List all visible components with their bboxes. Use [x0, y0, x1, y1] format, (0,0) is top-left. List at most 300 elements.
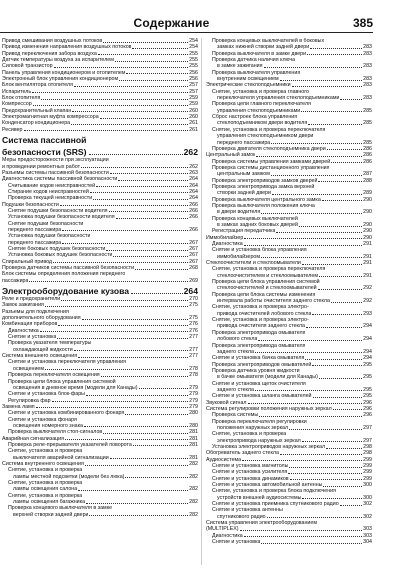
toc-entry-page: 292 — [363, 285, 372, 292]
toc-entry-title: Привод изменения направления воздушных потоков — [2, 44, 132, 51]
dot-leader — [322, 197, 362, 202]
toc-entry-title: Проверка концевых выключателей в боковых — [212, 38, 325, 44]
dot-leader — [85, 461, 188, 466]
dot-leader — [244, 241, 362, 246]
toc-right-column — [206, 38, 372, 546]
header-rule — [0, 32, 373, 33]
toc-entry-title: Снятие и установка щеток очистителя — [212, 380, 306, 387]
toc-entry-page: 256 — [189, 69, 198, 76]
toc-entry-page: 264 — [189, 195, 198, 202]
toc-entry-title: лампы местной подсветки (модели без люка) — [13, 473, 125, 480]
dot-leader — [78, 353, 188, 358]
toc-entry-page: 290 — [363, 209, 372, 216]
toc-entry-title: Регистрация передатчика — [212, 228, 276, 235]
toc-entry-title: Снятие, установка и проверка — [8, 480, 83, 486]
toc-entry-title: Проверка цепи блока системы изменения — [212, 291, 316, 298]
toc-entry-page: 257 — [189, 82, 198, 89]
toc-entry-page: 283 — [363, 82, 372, 89]
toc-entry-page: 300 — [363, 482, 372, 489]
toc-entry-page: 296 — [363, 399, 372, 406]
toc-entry-title: Проверка реле-прерывателя указателей поворота — [8, 441, 132, 448]
toc-entry-title: замках нижней створки задней двери — [217, 44, 310, 51]
dot-leader — [255, 387, 362, 392]
dot-leader — [244, 235, 362, 240]
toc-entry-title: Снятие, установка и проверка — [212, 431, 287, 438]
toc-entry-title: Снятие и установка антенны — [212, 507, 283, 514]
dot-leader — [139, 385, 189, 390]
toc-entry-page: 287 — [363, 171, 372, 178]
toc-entry-title: Аварийная сигнализация — [2, 435, 65, 442]
toc-entry — [2, 512, 198, 518]
toc-entry-title: Разъемы для подключения — [2, 308, 69, 315]
toc-entry-title: Проверка переключателя освещения — [8, 372, 100, 379]
toc-entry-title: Проверка электроприводов омывателей — [212, 361, 312, 368]
toc-entry-title: Проверка цепи блока управления системой — [212, 279, 320, 286]
toc-entry-title: Силовой транзистор — [2, 63, 53, 70]
toc-entry-title: Блок системы определения положения переднего — [2, 271, 126, 278]
toc-entry-title: Снятие и установка магнитолы — [212, 463, 289, 470]
toc-entry-title: освещением — [13, 365, 45, 372]
toc-section-heading — [2, 286, 198, 296]
dot-leader — [308, 120, 362, 125]
toc-entry-title: Электронный блок управления кондиционером — [2, 76, 119, 83]
dot-leader — [261, 539, 362, 544]
toc-entry-title: Проверка текущей неисправности — [8, 195, 93, 202]
toc-entry-title: Снятие подушки безопасности водителя — [8, 207, 108, 214]
dot-leader — [261, 209, 362, 214]
toc-entry-title: Система управления электрооборудованием — [206, 520, 317, 527]
dot-leader — [259, 412, 362, 417]
toc-entry-page: 278 — [189, 372, 198, 379]
toc-entry-title: лампы освещения багажника — [13, 499, 86, 506]
toc-entry-title: привода очистителей лобового стекла — [217, 310, 312, 317]
toc-entry-title: Предохранительный клапан — [2, 107, 72, 114]
toc-entry-title: Звуковой сигнал — [206, 399, 247, 406]
toc-entry-page: 281 — [189, 441, 198, 448]
toc-entry-page: 290 — [363, 228, 372, 235]
dot-leader — [82, 315, 189, 320]
dot-leader — [100, 114, 189, 119]
toc-entry-title: освещения в дневное время (модели для Канады) — [13, 384, 138, 391]
toc-entry-page: 295 — [363, 386, 372, 393]
toc-entry-title: заднего стекла — [217, 348, 254, 355]
toc-entry-page: 282 — [189, 511, 198, 518]
dot-leader — [103, 429, 188, 434]
dot-leader — [62, 227, 188, 232]
toc-entry-page: 266 — [189, 226, 198, 233]
toc-entry-title: управления стеклоподъемниками — [217, 107, 301, 114]
toc-entry-page: 257 — [189, 88, 198, 95]
toc-entry-title: Снятие и установка блок-фары — [8, 391, 85, 398]
toc-entry-page: 281 — [189, 429, 198, 436]
toc-entry-title: Компрессор — [2, 101, 32, 108]
toc-entry-page: 279 — [189, 384, 198, 391]
toc-entry-title: Комбинация приборов — [2, 321, 58, 328]
toc-entry-title: Проверка двигателя стеклоподъемника двери — [212, 145, 326, 152]
toc-entry-title: Замена ламп — [2, 403, 35, 410]
toc-entry-page: 283 — [363, 76, 372, 83]
toc-entry-title: Снятие и установка приемника спутникового радио — [212, 501, 339, 508]
dot-leader — [302, 438, 362, 443]
toc-entry-page: 279 — [189, 391, 198, 398]
dot-leader — [126, 70, 188, 75]
toc-entry-title: Обогреватель заднего стекла — [206, 450, 279, 457]
dot-leader — [86, 391, 188, 396]
toc-entry-title: Снятие и установка шланга омывателей — [212, 393, 312, 400]
toc-entry-title: Снятие и установка комбинированного фонаря — [8, 410, 125, 417]
toc-entry-title: Диагностика — [212, 532, 243, 539]
toc-entry-page: 262 — [183, 147, 198, 158]
toc-entry-page: 300 — [363, 494, 372, 501]
toc-entry-page: 263 — [189, 169, 198, 176]
dot-leader — [29, 278, 188, 283]
toc-entry-page: 295 — [363, 361, 372, 368]
toc-entry-page: 298 — [363, 450, 372, 457]
dot-leader — [110, 170, 188, 175]
toc-entry-title: Установка электроприводов наружных зеркал — [212, 444, 326, 450]
toc-entry-page: 291 — [363, 260, 372, 267]
toc-entry-title: в замках задних боковых дверей — [217, 221, 298, 228]
dot-leader — [65, 436, 188, 441]
dot-leader — [62, 240, 188, 245]
toc-entry-title: Снятие боковых подушек безопасности — [8, 245, 106, 252]
dot-leader — [292, 82, 363, 87]
toc-entry-page: 291 — [363, 241, 372, 247]
dot-leader — [312, 311, 362, 316]
toc-entry-page: 294 — [363, 323, 372, 330]
toc-entry-page: 294 — [363, 355, 372, 362]
toc-entry-title: Блок вентилятора отопителя — [2, 82, 74, 89]
toc-entry-page: 299 — [363, 463, 372, 470]
toc-entry-title: Проверка переключателя регулировки — [212, 418, 307, 425]
toc-entry-title: Снятие, установка и проверка главного — [212, 88, 309, 95]
toc-entry-page: 260 — [189, 107, 198, 114]
toc-entry-title: электропривода наружных зеркал — [217, 437, 301, 444]
toc-entry-title: Проверка электроприводов замков дверей — [212, 177, 318, 184]
toc-entry-page: 277 — [189, 346, 198, 353]
toc-entry-title: Снятие и установка бачка омывателя — [212, 355, 305, 362]
toc-entry-title: Проверка системы управления замками дверей — [212, 158, 331, 165]
dot-leader — [276, 228, 362, 233]
toc-entry-title: иммобилайзером — [217, 253, 261, 260]
dot-leader — [93, 195, 188, 200]
toc-entry-page: 288 — [363, 177, 372, 184]
toc-entry-title: Сброс настроек блока управления — [212, 114, 298, 121]
toc-entry-page: 266 — [189, 201, 198, 208]
toc-entry-page: 276 — [189, 321, 198, 328]
dot-leader — [101, 372, 188, 377]
toc-entry-page: 280 — [189, 410, 198, 417]
toc-entry-title: Система внутреннего освещения — [2, 460, 84, 467]
dot-leader — [261, 254, 362, 259]
toc-entry-page: 255 — [189, 57, 198, 64]
toc-entry-page: 277 — [189, 334, 198, 341]
page-number: 385 — [352, 16, 373, 30]
dot-leader — [331, 298, 362, 303]
toc-entry-page: 267 — [189, 239, 198, 246]
dot-leader — [52, 398, 189, 403]
toc-entry-page: 296 — [363, 405, 372, 412]
toc-entry-page: 299 — [363, 475, 372, 482]
toc-entry-title: Реле и предохранители — [2, 296, 61, 303]
dot-leader — [306, 323, 362, 328]
toc-entry-page: 298 — [363, 444, 372, 450]
toc-entry-page: 255 — [189, 63, 198, 70]
toc-entry-title: управления стеклоподъемником двери — [217, 133, 314, 140]
toc-entry-title: стеклоочистителей и стеклоомывателей — [217, 285, 317, 292]
dot-leader — [307, 51, 362, 56]
toc-entry-title: Электрооборудование кузова — [2, 286, 130, 297]
toc-entry-title: переключателя управления стеклоподъемниками — [217, 95, 340, 102]
toc-entry-title: внутренним освещением — [217, 76, 279, 83]
toc-entry-page: 295 — [363, 393, 372, 400]
toc-entry-page: 261 — [189, 126, 198, 133]
toc-entry-title: Диагностика — [8, 327, 39, 334]
toc-entry-page: 259 — [189, 95, 198, 102]
toc-section-heading — [2, 135, 198, 145]
dot-leader — [319, 273, 362, 278]
dot-leader — [301, 108, 362, 113]
dot-leader — [81, 164, 188, 169]
toc-entry-page: 279 — [189, 403, 198, 410]
toc-entry-title: Проверка датчиков системы пассивной безопасности — [2, 265, 135, 271]
toc-entry-page: 275 — [189, 302, 198, 309]
toc-entry-title: Проверка цепи главного переключателя — [212, 101, 311, 108]
dot-leader — [331, 159, 362, 164]
page-title: Содержание — [133, 16, 210, 30]
toc-entry-page: 282 — [189, 486, 198, 493]
dot-leader — [323, 482, 362, 487]
toc-entry-title: Проверка электропривода замка верхней — [212, 183, 315, 190]
toc-entry-title: Снятие и установка автомобильной антенны — [212, 482, 323, 489]
toc-entry-page: 259 — [189, 101, 198, 108]
dot-leader — [333, 406, 362, 411]
dot-leader — [290, 476, 363, 481]
toc-entry-title: Проверка цепи блока управления системой — [8, 378, 116, 385]
dot-leader — [36, 404, 189, 409]
toc-entry-title: переднего пассажира — [8, 226, 62, 233]
toc-entry-page: 299 — [363, 469, 372, 476]
toc-entry-title: Конденсатор кондиционера — [2, 120, 71, 127]
dot-leader — [58, 321, 188, 326]
toc-entry-title: спутникового радио — [217, 513, 266, 520]
toc-entry-title: Система внешнего освещения — [2, 353, 78, 360]
toc-entry-page: 290 — [363, 196, 372, 203]
toc-entry — [206, 539, 372, 545]
dot-leader — [119, 76, 188, 81]
toc-entry-page: 264 — [183, 286, 198, 297]
toc-entry — [2, 127, 198, 133]
toc-entry-page: 285 — [363, 139, 372, 146]
toc-entry-page: 297 — [363, 437, 372, 444]
toc-entry-title: верхней створки задней двери — [13, 511, 89, 518]
dot-leader — [242, 457, 362, 462]
toc-entry-title: охлаждающей жидкости — [13, 346, 73, 353]
dot-leader — [318, 285, 363, 290]
toc-entry-page: 303 — [363, 526, 372, 533]
dot-leader — [131, 286, 183, 294]
toc-entry-title: Диагностика — [212, 241, 243, 247]
toc-entry-title: створки задней двери — [217, 190, 271, 197]
toc-entry-title: заднего стекла — [217, 386, 254, 393]
toc-entry-title: в двери водителя — [217, 209, 261, 216]
toc-entry-title: Датчик температуры воздуха за испарителем — [2, 57, 114, 64]
dot-leader — [60, 202, 188, 207]
dot-leader — [133, 442, 188, 447]
dot-leader — [71, 120, 188, 125]
toc-entry-page: 278 — [189, 365, 198, 372]
toc-entry-page: 264 — [189, 182, 198, 189]
toc-entry-title: Снятие, установка и проверка блока подключения — [212, 488, 336, 495]
toc-entry-title: Проверка системы — [212, 412, 259, 419]
toc-entry-title: Снятие и установка — [212, 539, 261, 546]
dot-leader — [96, 183, 188, 188]
toc-entry-title: выключателя аварийной сигнализации — [13, 454, 109, 461]
toc-entry-title: Проверка выключателя положения ключа — [212, 202, 315, 209]
toc-entry-title: Снятие и установка усилителя — [212, 469, 288, 476]
toc-entry-title: Иммобилайзер — [206, 234, 244, 241]
toc-entry-title: Снятие, установка и проверка — [8, 467, 83, 474]
toc-entry-title: центральным замком — [217, 171, 270, 178]
dot-leader — [103, 38, 188, 43]
toc-entry-title: Система регулировки положения наружных зеркал — [206, 405, 332, 412]
toc-entry-title: Проверка выключателя в замке двери — [212, 50, 307, 57]
toc-entry-title: Привод переключения забора воздуха — [2, 50, 97, 57]
dot-leader — [302, 260, 362, 265]
dot-leader — [135, 265, 188, 270]
dot-leader — [271, 140, 362, 145]
toc-entry-page: 295 — [363, 374, 372, 381]
toc-entry-page: 279 — [189, 397, 198, 404]
dot-leader — [255, 349, 362, 354]
toc-entry-title: Диагностика системы пассивной безопасности — [2, 176, 118, 183]
toc-entry-page: 264 — [189, 188, 198, 195]
dot-leader — [86, 499, 188, 504]
dot-leader — [74, 347, 188, 352]
toc-entry-title: Проверка концевых выключателей — [212, 215, 298, 222]
toc-entry-page: 275 — [189, 315, 198, 322]
dot-leader — [53, 259, 188, 264]
dot-leader — [340, 501, 363, 506]
toc-entry-page: 255 — [189, 50, 198, 57]
column-divider — [201, 38, 202, 565]
toc-entry-page: 282 — [189, 499, 198, 506]
toc-entry-title: Ресивер — [2, 126, 23, 133]
toc-entry-title: Регулировка фар — [8, 397, 51, 404]
toc-entry-page: 293 — [363, 310, 372, 317]
toc-entry-page: 256 — [189, 76, 198, 83]
toc-entry-page: 303 — [363, 532, 372, 539]
toc-left-column — [2, 38, 198, 518]
toc-entry-title: Проверка выключателя стоп-сигналов — [8, 429, 103, 436]
dot-leader — [90, 189, 188, 194]
dot-leader — [125, 474, 188, 479]
toc-entry-page: 291 — [363, 272, 372, 279]
toc-entry-title: Испаритель — [2, 88, 32, 95]
toc-entry-title: Привод смешивания воздушных потоков — [2, 38, 103, 44]
toc-entry-title: Снятие и установка — [8, 334, 57, 341]
dot-leader — [271, 171, 362, 176]
dot-leader — [312, 362, 362, 367]
toc-entry-page: 267 — [189, 245, 198, 252]
toc-entry-title: переднего пассажира — [217, 139, 271, 146]
toc-entry-title: Проверка электропривода омывателя — [212, 329, 306, 336]
toc-entry-title: Подушки безопасности — [2, 201, 59, 208]
toc-entry-title: Снятие, установка и проверка переключателя — [212, 266, 326, 273]
toc-entry-page: 290 — [363, 234, 372, 241]
toc-entry-page: 304 — [363, 539, 372, 546]
dot-leader — [113, 252, 188, 257]
dot-leader — [118, 176, 188, 181]
dot-leader — [57, 334, 188, 339]
toc-entry-page: 281 — [189, 454, 198, 461]
page-header — [0, 0, 403, 28]
toc-entry-page: 264 — [189, 176, 198, 183]
toc-entry-page: 267 — [189, 252, 198, 259]
toc-entry-page: 269 — [189, 277, 198, 284]
toc-entry-page: 283 — [363, 95, 372, 102]
toc-entry-title: Замок зажигания — [2, 302, 44, 309]
dot-leader — [115, 57, 188, 62]
toc-entry-title: лампы освещения салона — [13, 486, 78, 493]
toc-entry-title: Панель управления кондиционером и отопителем — [2, 69, 126, 76]
toc-entry-page: 296 — [363, 412, 372, 419]
toc-entry-title: в бачке омывателя (модели для Канады) — [217, 374, 318, 381]
toc-entry-title: Снятие подушки безопасности — [8, 220, 84, 227]
dot-leader — [305, 355, 362, 360]
toc-entry-title: Проверка концевого выключателя в замке — [8, 505, 113, 512]
toc-entry-page: 267 — [189, 258, 198, 265]
toc-entry-title: Снятие и установка переключателя управления — [8, 359, 127, 366]
toc-entry-title: Считывание кодов неисправностей — [8, 182, 96, 189]
toc-entry-title: лобового стекла — [217, 336, 258, 343]
dot-leader — [132, 44, 188, 49]
toc-entry-title: Стирание кодов неисправностей — [8, 188, 89, 195]
toc-entry-title: устройств внешней аудиосистемы — [217, 494, 302, 501]
dot-leader — [280, 450, 362, 455]
toc-entry-page: 262 — [189, 163, 198, 170]
toc-entry-title: Снятие, установка и проверка электро- — [212, 304, 309, 311]
toc-entry-title: Проверка выключателя центрального замка — [212, 196, 321, 203]
toc-entry-title: Проверка датчика уровня жидкости — [212, 367, 300, 374]
toc-entry-title: Снятие, установка и проверка переключателя — [212, 126, 326, 133]
dot-leader — [256, 152, 362, 157]
toc-entry-page: 302 — [363, 513, 372, 520]
toc-entry-title: Снятие и установка фонаря — [8, 416, 77, 423]
toc-entry-page: 281 — [189, 435, 198, 442]
toc-entry-page: 254 — [189, 44, 198, 51]
toc-entry-title: дополнительного оборудования — [2, 315, 81, 322]
toc-entry-title: Снятие, установка и проверка электро- — [212, 317, 309, 324]
dot-leader — [125, 410, 188, 415]
toc-entry-title: безопасности (SRS) — [2, 147, 87, 158]
toc-entry-page: 266 — [189, 214, 198, 221]
toc-entry-title: пассажира — [2, 277, 29, 284]
toc-entry-title: стеклоподъемником двери водителя — [217, 120, 308, 127]
dot-leader — [327, 146, 362, 151]
toc-entry-title: Снятие и установка блока управления — [212, 247, 307, 254]
toc-entry-page: 268 — [189, 265, 198, 271]
toc-entry-title: Аудиосистема — [206, 456, 242, 463]
toc-entry-page: 290 — [363, 221, 372, 228]
toc-entry-page: 283 — [363, 50, 372, 57]
dot-leader — [106, 246, 188, 251]
toc-entry-title: Установка подушки безопасности водителя — [8, 214, 115, 221]
dot-leader — [24, 127, 189, 132]
toc-entry-title: стеклоочистителем и стеклоомывателем — [217, 272, 318, 279]
toc-entry-title: Проверка датчика наличия ключа — [212, 57, 296, 64]
dot-leader — [289, 463, 362, 468]
